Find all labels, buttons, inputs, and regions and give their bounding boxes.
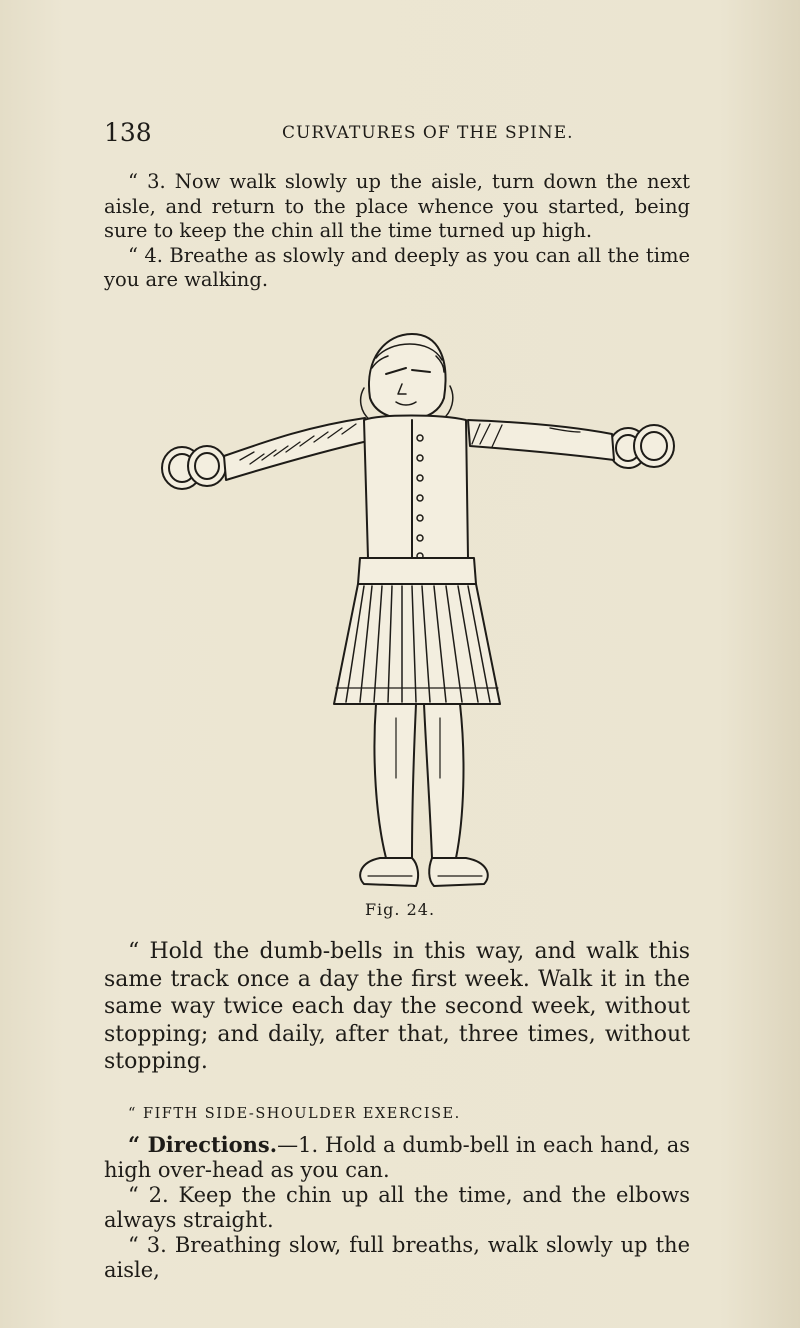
figure-caption: Fig. 24.: [364, 900, 436, 919]
figure-illustration: [150, 328, 690, 894]
middle-text-block: [104, 938, 690, 1076]
running-head: CURVATURES OF THE SPINE.: [282, 123, 574, 143]
waist-band: [358, 558, 476, 584]
direction-item-2: “ 2. Keep the chin up all the time, and the elbows always straight.: [104, 1183, 690, 1232]
direction-item-1: [104, 1132, 690, 1183]
shoes: [360, 858, 488, 886]
directions-block: [104, 1094, 690, 1283]
bodice: [364, 416, 468, 559]
paragraph-hold-dumb-bells: “ Hold the dumb-bells in this way, and walk this same track once a day the first week. Walk it in the same way twice each day the second week, without stopping; and daily, after that, three times, without stopping.: [104, 939, 690, 1074]
page-header: [104, 118, 704, 150]
left-dumb-bell: [162, 446, 226, 489]
section-heading: “ FIFTH SIDE-SHOULDER EXERCISE.: [128, 1106, 461, 1122]
paragraph-step-4: “ 4. Breathe as slowly and deeply as you can all the time you are walking.: [104, 243, 690, 291]
top-text-block: [104, 170, 690, 293]
directions-lead: “ Directions.: [128, 1132, 278, 1157]
paragraph-step-3: “ 3. Now walk slowly up the aisle, turn down the next aisle, and return to the place whence you started, being sure to keep the chin all the time turned up high.: [104, 170, 690, 242]
left-arm: [224, 418, 372, 480]
page-number: 138: [104, 118, 152, 147]
pleated-skirt: [334, 584, 500, 704]
direction-item-3: “ 3. Breathing slow, full breaths, walk slowly up the aisle,: [104, 1233, 690, 1282]
right-dumb-bell: [609, 425, 674, 468]
right-arm: [468, 420, 614, 460]
head: [361, 334, 453, 420]
direction-item-1-text: —1. Hold a dumb-bell in each hand, as high over-head as you can.: [104, 1133, 690, 1182]
legs: [374, 704, 463, 858]
girl-dumb-bells-illustration: [150, 328, 690, 894]
